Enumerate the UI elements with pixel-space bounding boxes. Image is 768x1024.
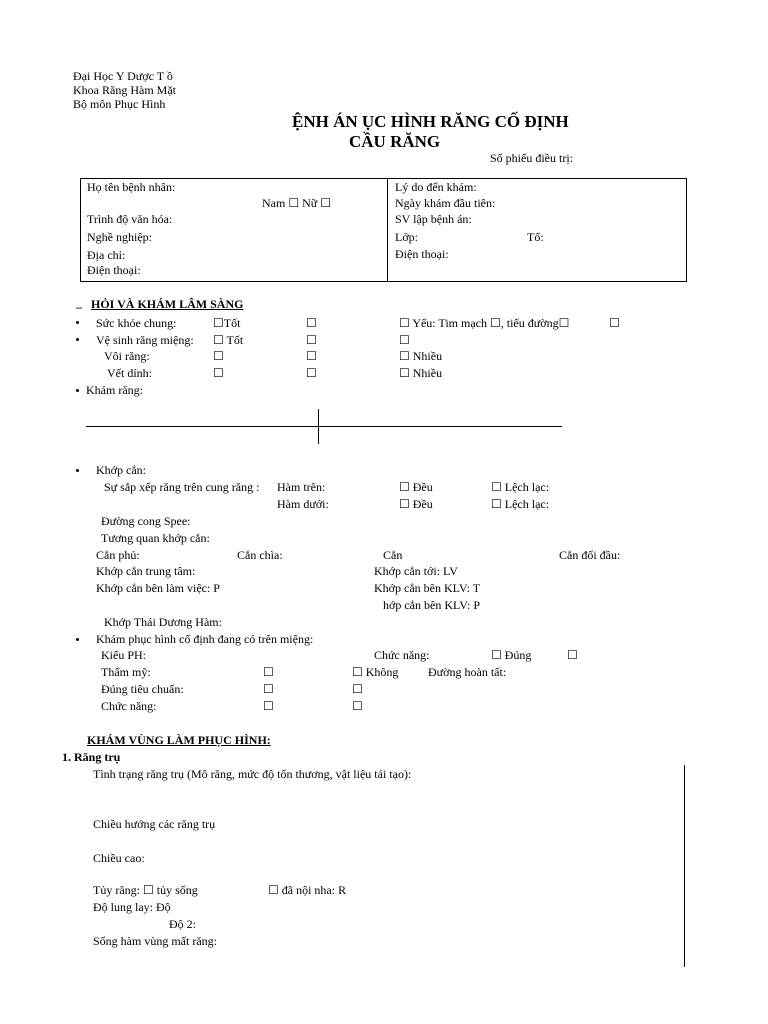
address-label: Địa chỉ: — [87, 248, 126, 262]
centric-occlusion-label: Khớp cắn trung tâm: — [96, 564, 196, 578]
stain-label: Vết dính: — [107, 366, 152, 380]
prosthesis-function-label: Chức năng: — [374, 648, 430, 662]
patient-box-divider — [387, 178, 388, 281]
gender-options: Nam ☐ Nữ ☐ — [262, 196, 332, 210]
bullet — [76, 321, 79, 324]
crossbite-label: Cắn — [383, 548, 403, 562]
abutment-heading: 1. Răng trụ — [62, 750, 121, 764]
abutment-status-label: Tình trạng răng trụ (Mô răng, mức độ tổn thương, vật liệu tái tạo): — [93, 767, 412, 781]
overjet-label: Cắn chìa: — [237, 548, 283, 562]
university-name: Đại Học Y Dược T ồ — [73, 69, 173, 83]
general-health-mid: ☐ — [306, 316, 317, 330]
existing-prosthesis-label: Khám phục hình cố định đang có trên miệng: — [96, 632, 314, 646]
section1-heading: HỎI VÀ KHÁM LÂM SÀNG — [91, 297, 244, 311]
margin-label: Đường hoàn tất: — [428, 665, 507, 679]
tmj-label: Khớp Thái Dương Hàm: — [104, 615, 222, 629]
height-label: Chiều cao: — [93, 851, 145, 865]
lower-jaw-label: Hàm dưới: — [277, 497, 329, 511]
section1-marker: _ — [76, 296, 82, 310]
stain-box1: ☐ — [213, 366, 224, 380]
bullet — [76, 638, 79, 641]
student-phone-label: Điện thoại: — [395, 247, 449, 261]
oral-hygiene-label: Vệ sinh răng miệng: — [96, 333, 194, 347]
right-margin-line — [684, 765, 685, 967]
root-canal-label: ☐ đã nội nha: R — [268, 883, 347, 897]
department-name: Bộ môn Phục Hình — [73, 97, 166, 111]
job-label: Nghề nghiệp: — [87, 230, 152, 244]
bullet — [76, 469, 79, 472]
prosthesis-function-box: ☐ — [567, 648, 578, 662]
overbite-label: Cắn phủ: — [96, 548, 140, 562]
tartar-box1: ☐ — [213, 349, 224, 363]
standard-box1: ☐ — [263, 682, 274, 696]
lower-misaligned: ☐ Lệch lạc: — [491, 497, 550, 511]
prosthesis-type-label: Kiểu PH: — [101, 648, 146, 662]
student-label: SV lập bệnh án: — [395, 212, 472, 226]
aesthetic-box: ☐ — [263, 665, 274, 679]
upper-misaligned: ☐ Lệch lạc: — [491, 480, 550, 494]
nonworking-t-label: Khớp cắn bên KLV: T — [374, 581, 481, 595]
tartar-many: ☐ Nhiều — [399, 349, 443, 363]
aesthetic-label: Thẩm mỹ: — [101, 665, 151, 679]
patient-phone-label: Điện thoại: — [87, 263, 141, 277]
mobility-degree2-label: Độ 2: — [169, 917, 196, 931]
education-label: Trình độ văn hóa: — [87, 212, 173, 226]
occlusal-relation-label: Tương quan khớp cắn: — [101, 531, 210, 545]
standard-box2: ☐ — [352, 682, 363, 696]
upper-jaw-label: Hàm trên: — [277, 480, 326, 494]
abutment-direction-label: Chiều hướng các răng trụ — [93, 817, 216, 831]
ticket-number-label: Số phiếu điều trị: — [490, 151, 573, 165]
group-label: Tổ: — [527, 230, 544, 244]
first-visit-date-label: Ngày khám đầu tiên: — [395, 196, 496, 210]
mobility-label: Độ lung lay: Độ — [93, 900, 171, 914]
visit-reason-label: Lý do đến khám: — [395, 180, 477, 194]
aesthetic-no: ☐ Không — [352, 665, 399, 679]
oral-hygiene-good: ☐ Tốt — [213, 333, 244, 347]
upper-even: ☐ Đều — [399, 480, 433, 494]
function2-label: Chức năng: — [101, 699, 157, 713]
class-label: Lớp: — [395, 230, 419, 244]
protrusive-label: Khớp cắn tới: LV — [374, 564, 458, 578]
oral-hygiene-poor: ☐ — [399, 333, 410, 347]
tooth-exam-label: Khám răng: — [86, 383, 143, 397]
pulp-label: Tủy răng: ☐ tủy sống — [93, 883, 198, 897]
stain-box2: ☐ — [306, 366, 317, 380]
bullet — [76, 338, 79, 341]
section2-heading: KHÁM VÙNG LÀM PHỤC HÌNH: — [87, 733, 271, 747]
stain-many: ☐ Nhiều — [399, 366, 443, 380]
function2-box1: ☐ — [263, 699, 274, 713]
nonworking-p-label: hớp cắn bên KLV: P — [383, 598, 481, 612]
spee-curve-label: Đường cong Spee: — [101, 514, 191, 528]
general-health-other: ☐ — [609, 316, 620, 330]
document-subtitle: CẦU RĂNG — [349, 132, 441, 151]
standard-label: Đúng tiêu chuẩn: — [101, 682, 184, 696]
oral-hygiene-mid: ☐ — [306, 333, 317, 347]
edge-bite-label: Cắn đối đầu: — [559, 548, 621, 562]
occlusion-label: Khớp cắn: — [96, 463, 146, 477]
dental-chart-horizontal-line — [86, 426, 562, 427]
general-health-label: Sức khỏe chung: — [96, 316, 177, 330]
tartar-label: Vôi răng: — [104, 349, 150, 363]
lower-even: ☐ Đều — [399, 497, 433, 511]
bullet — [76, 389, 79, 392]
function2-box2: ☐ — [352, 699, 363, 713]
prosthesis-function-correct: ☐ Đúng — [491, 648, 532, 662]
document-title: ỆNH ÁN ỤC HÌNH RĂNG CỐ ĐỊNH — [292, 112, 569, 131]
general-health-good: ☐Tốt — [213, 316, 241, 330]
general-health-weak: ☐ Yếu: Tim mạch ☐, tiểu đường☐ — [399, 316, 570, 330]
tartar-box2: ☐ — [306, 349, 317, 363]
working-side-label: Khớp cắn bên làm việc: P — [96, 581, 220, 595]
arrangement-label: Sự sắp xếp răng trên cung răng : — [104, 480, 260, 494]
patient-name-label: Họ tên bệnh nhân: — [87, 180, 176, 194]
dental-chart-vertical-line — [318, 409, 319, 444]
faculty-name: Khoa Răng Hàm Mặt — [73, 83, 176, 97]
edentulous-ridge-label: Sống hàm vùng mất răng: — [93, 934, 217, 948]
